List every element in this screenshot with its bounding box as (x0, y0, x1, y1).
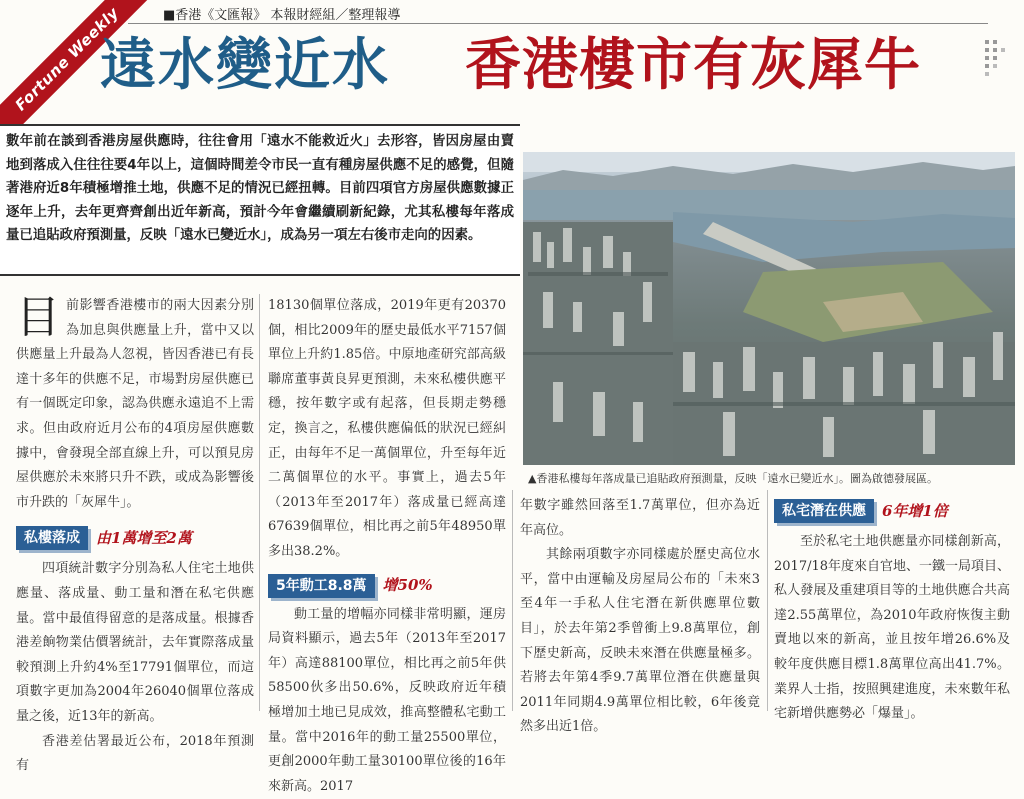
subhead-italic: 6年增1倍 (882, 501, 948, 520)
source-line: ■香港《文匯報》 本報財經組／整理報導 (163, 8, 401, 23)
aerial-city-photo (523, 152, 1015, 465)
subhead-potential-supply (774, 498, 1010, 524)
subhead-starts (268, 573, 506, 599)
column-divider (767, 490, 768, 711)
column-1-para-2: 四項統計數字分別為私人住宅土地供應量、落成量、動工量和潛在私宅供應量。當中最值得留意的是落成量。根據香港差餉物業估價署統計，去年實際落成量較預測上升約4%至17791個單位，而這項數字更加為2004年26040個單位落成量之後，近13年的新高。 (16, 561, 254, 724)
headline-part1: 遠水變近水 (100, 33, 390, 98)
lead-text: 數年前在談到香港房屋供應時，往往會用「遠水不能救近火」去形容，皆因房屋由賣地到落成入住往往要4年以上，這個時間差令市民一直有種房屋供應不足的感覺，但隨著港府近8年積極增推土地，供應不足的情況已經扭轉。目前四項官方房屋供應數據正逐年上升，去年更齊齊創出近年新高，預計今年會繼續刷新紀錄，尤其私樓每年落成量已追貼政府預測量，反映「遠水已變近水」，成為另一項左右後市走向的因素。 (6, 134, 514, 243)
ribbon-label: Fortune Weekly (0, 0, 159, 151)
subhead-private-completions (16, 525, 254, 551)
column-1-para-3: 香港差估署最近公布，2018年預測有 (16, 733, 254, 774)
photo-caption: ▲香港私樓每年落成量已追貼政府預測量，反映「遠水已變近水」。圖為啟德發展區。 (528, 472, 938, 485)
article-column-2 (268, 294, 506, 794)
column-2-para-1: 18130個單位落成，2019年更有20370個，相比2009年的歷史最低水平7157個單位上升約1.85倍。中原地產研究部高級聯席董事黃良昇更預測，未來私樓供應平穩，按年數字或有起落，但長期走勢穩定，換言之，私樓供應偏低的狀況已經糾正，由每年不足一萬個單位，升至每年近二萬個單位的水平。事實上，過去5年（2013年至2017年）落成量已經高達67639個單位，相比再之前5年48950單多出38.2%。 (268, 298, 506, 559)
subhead-italic: 增50% (382, 576, 433, 595)
headline-part2: 香港樓市有灰犀牛 (465, 33, 921, 98)
column-divider (512, 490, 513, 711)
subhead-label: 私宅潛在供應 (774, 499, 874, 523)
decorative-dots (985, 40, 1005, 100)
column-divider (259, 294, 260, 711)
drop-cap: 目 (16, 292, 60, 343)
column-2-para-2: 動工量的增幅亦同樣非常明顯，運房局資料顯示，過去5年（2013年至2017年）高達88100單位，相比再之前5年供58500伙多出50.6%，反映政府近年積極增加土地已見成效，推高整體私宅動工量。當中2016年的動工量25500單位，更創2000年動工量30100單位後的16年來新高。2017 (268, 606, 506, 794)
column-3-para-1: 年數字雖然回落至1.7萬單位，但亦為近年高位。 (520, 498, 760, 538)
column-1-para-1 (16, 294, 254, 515)
subhead-label: 私樓落成 (16, 526, 88, 550)
article-column-3 (520, 494, 760, 735)
subhead-label: 5年動工8.8萬 (268, 574, 375, 598)
subhead-italic: 由1萬增至2萬 (96, 529, 192, 548)
article-column-4 (774, 498, 1011, 722)
column-4-para-1: 至於私宅土地供應量亦同樣創新高，2017/18年度來自官地、一鐵一局項目、私人發展及重建項目等的土地供應合共高達2.55萬單位，為2010年政府恢復主動賣地以來的新高，並且按年增26.6%及較年度供應目標1.8萬單位高出41.7%。業界人士指，按照興建進度，未來數年私宅新增供應勢必「爆量」。 (774, 534, 1011, 722)
article-column-1 (16, 292, 254, 774)
column-3-para-2: 其餘兩項數字亦同樣處於歷史高位水平，當中由運輸及房屋局公布的「未來3至4年一手私人住宅潛在新供應單位數目」，於去年第2季曾衝上9.8萬單位，創下歷史新高，反映未來潛在供應量極多。若將去年第4季9.7萬單位潛在供應量與2011年同期4.9萬單位相比較，6年後竟然多出近1倍。 (520, 547, 760, 735)
photo-illustration (523, 152, 1015, 465)
top-divider (128, 23, 988, 24)
lead-box (0, 124, 520, 276)
column-1-para-1-text: 前影響香港樓市的兩大因素分別為加息與供應量上升，當中又以供應量上升最為人忽視，皆因香港已有長達十多年的供應不足，市場對房屋供應已有一個既定印象，認為供應永遠追不上需求。但由政府近月公布的4項房屋供應數據中，會發現全部直線上升，可以預見房屋供應於未來將只升不跌，或成為影響後市升跌的「灰犀牛」。 (16, 298, 254, 510)
